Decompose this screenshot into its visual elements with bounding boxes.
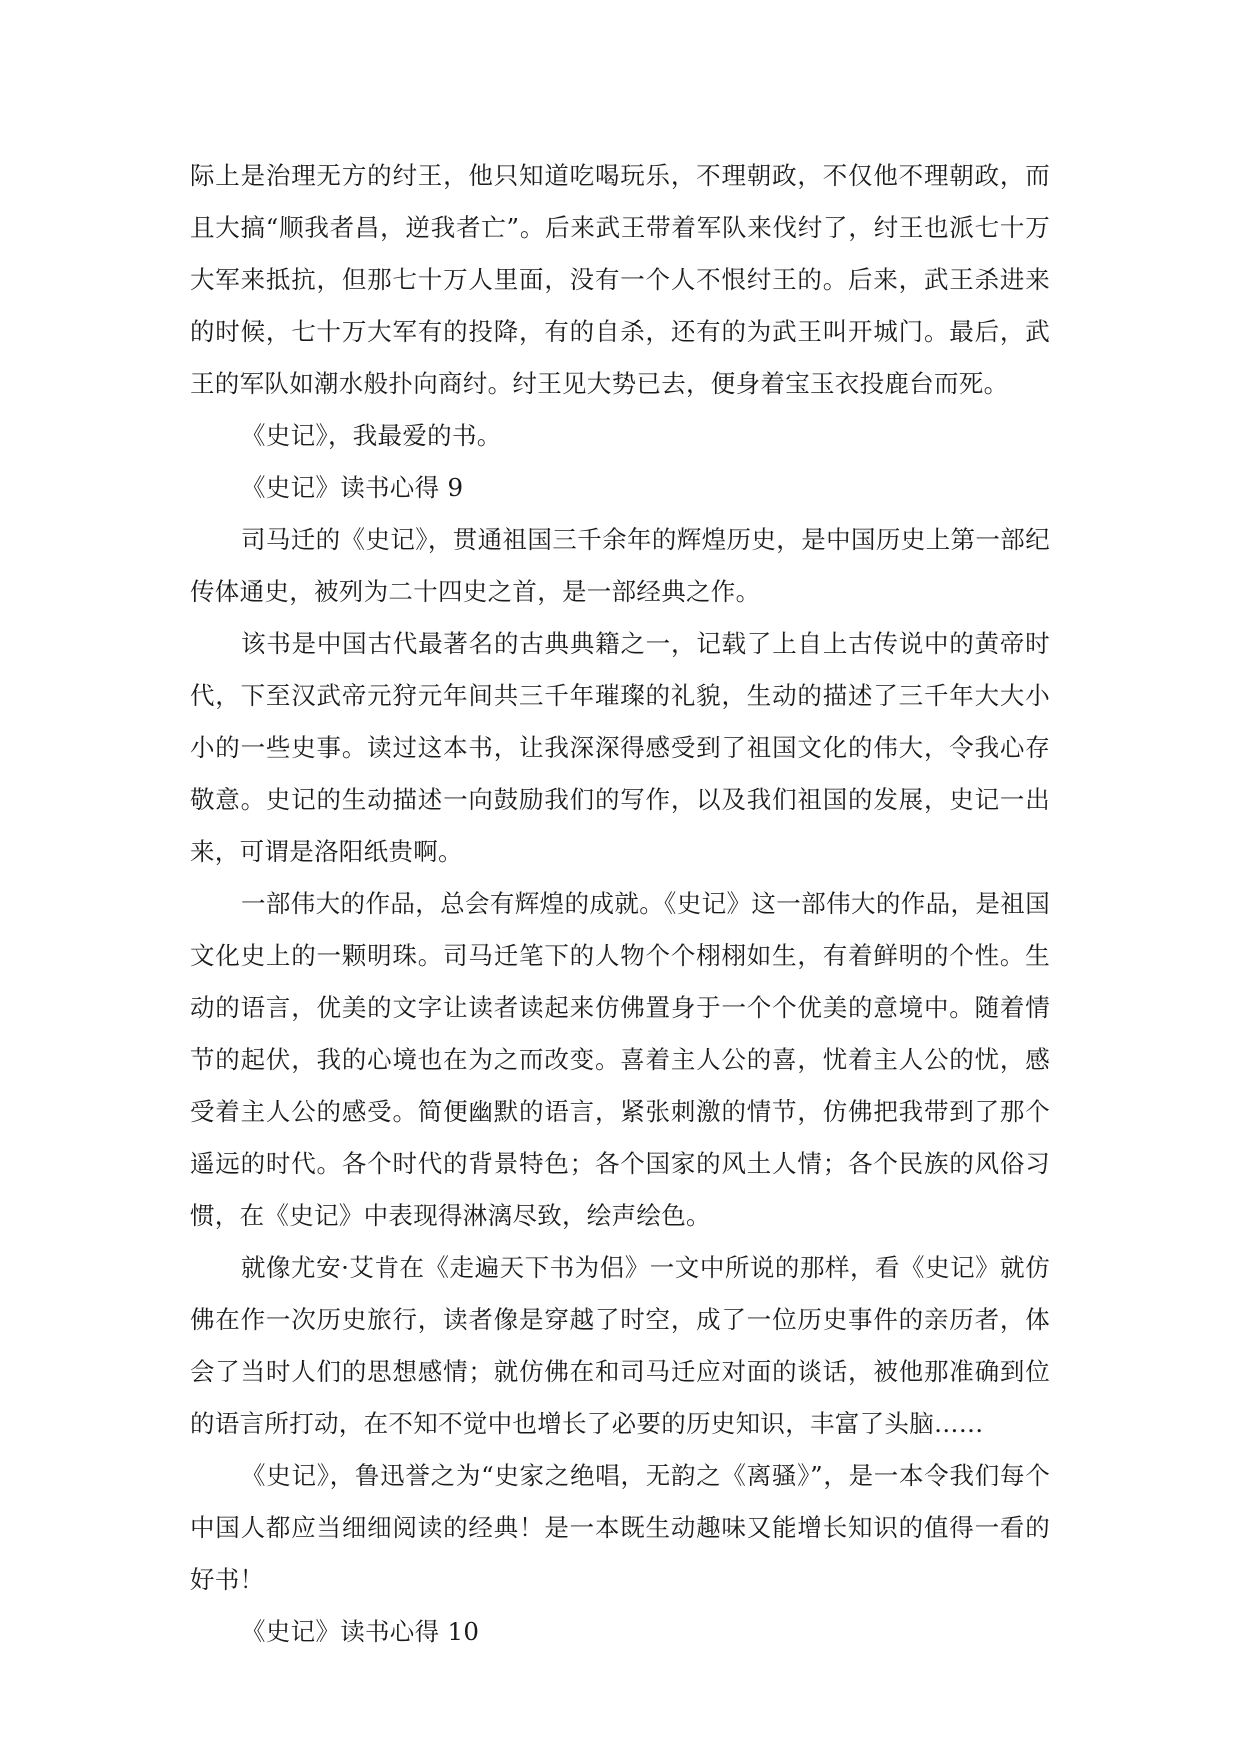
section-heading-10: 《史记》读书心得 10 (241, 1617, 480, 1646)
paragraph-book-overview: 该书是中国古代最著名的古典典籍之一，记载了上自上古传说中的黄帝时代，下至汉武帝元狩元年间共三千年璀璨的礼貌，生动的描述了三千年大大小小的一些史事。读过这本书，让我深深得感受到了祖国文化的伟大，令我心存敬意。史记的生动描述一向鼓励我们的写作，以及我们祖国的发展，史记一出来，可谓是洛阳纸贵啊。 (190, 629, 1050, 866)
document-body (190, 150, 1050, 1658)
paragraph-continuation: 际上是治理无方的纣王，他只知道吃喝玩乐，不理朝政，不仅他不理朝政，而且大搞“顺我者昌，逆我者亡”。后来武王带着军队来伐纣了，纣王也派七十万大军来抵抗，但那七十万人里面，没有一个人不恨纣王的。后来，武王杀进来的时候，七十万大军有的投降，有的自杀，还有的为武王叫开城门。最后，武王的军队如潮水般扑向商纣。纣王见大势已去，便身着宝玉衣投鹿台而死。 (190, 161, 1050, 398)
paragraph-intro: 司马迁的《史记》，贯通祖国三千余年的辉煌历史，是中国历史上第一部纪传体通史，被列为二十四史之首，是一部经典之作。 (190, 525, 1050, 606)
paragraph-closing-line: 《史记》，我最爱的书。 (241, 421, 502, 450)
section-heading-9: 《史记》读书心得 9 (241, 473, 464, 502)
paragraph-history-journey: 就像尤安·艾肯在《走遍天下书为侣》一文中所说的那样，看《史记》就仿佛在作一次历史旅行，读者像是穿越了时空，成了一位历史事件的亲历者，体会了当时人们的思想感情；就仿佛在和司马迁应对面的谈话，被他那准确到位的语言所打动，在不知不觉中也增长了必要的历史知识，丰富了头脑…… (190, 1253, 1050, 1438)
paragraph-great-work: 一部伟大的作品，总会有辉煌的成就。《史记》这一部伟大的作品，是祖国文化史上的一颗明珠。司马迁笔下的人物个个栩栩如生，有着鲜明的个性。生动的语言，优美的文字让读者读起来仿佛置身于一个个优美的意境中。随着情节的起伏，我的心境也在为之而改变。喜着主人公的喜，忧着主人公的忧，感受着主人公的感受。简便幽默的语言，紧张刺激的情节，仿佛把我带到了那个遥远的时代。各个时代的背景特色；各个国家的风土人情；各个民族的风俗习惯，在《史记》中表现得淋漓尽致，绘声绘色。 (190, 889, 1050, 1230)
paragraph-conclusion: 《史记》，鲁迅誉之为“史家之绝唱，无韵之《离骚》”，是一本令我们每个中国人都应当细细阅读的经典！是一本既生动趣味又能增长知识的值得一看的好书！ (190, 1461, 1050, 1594)
